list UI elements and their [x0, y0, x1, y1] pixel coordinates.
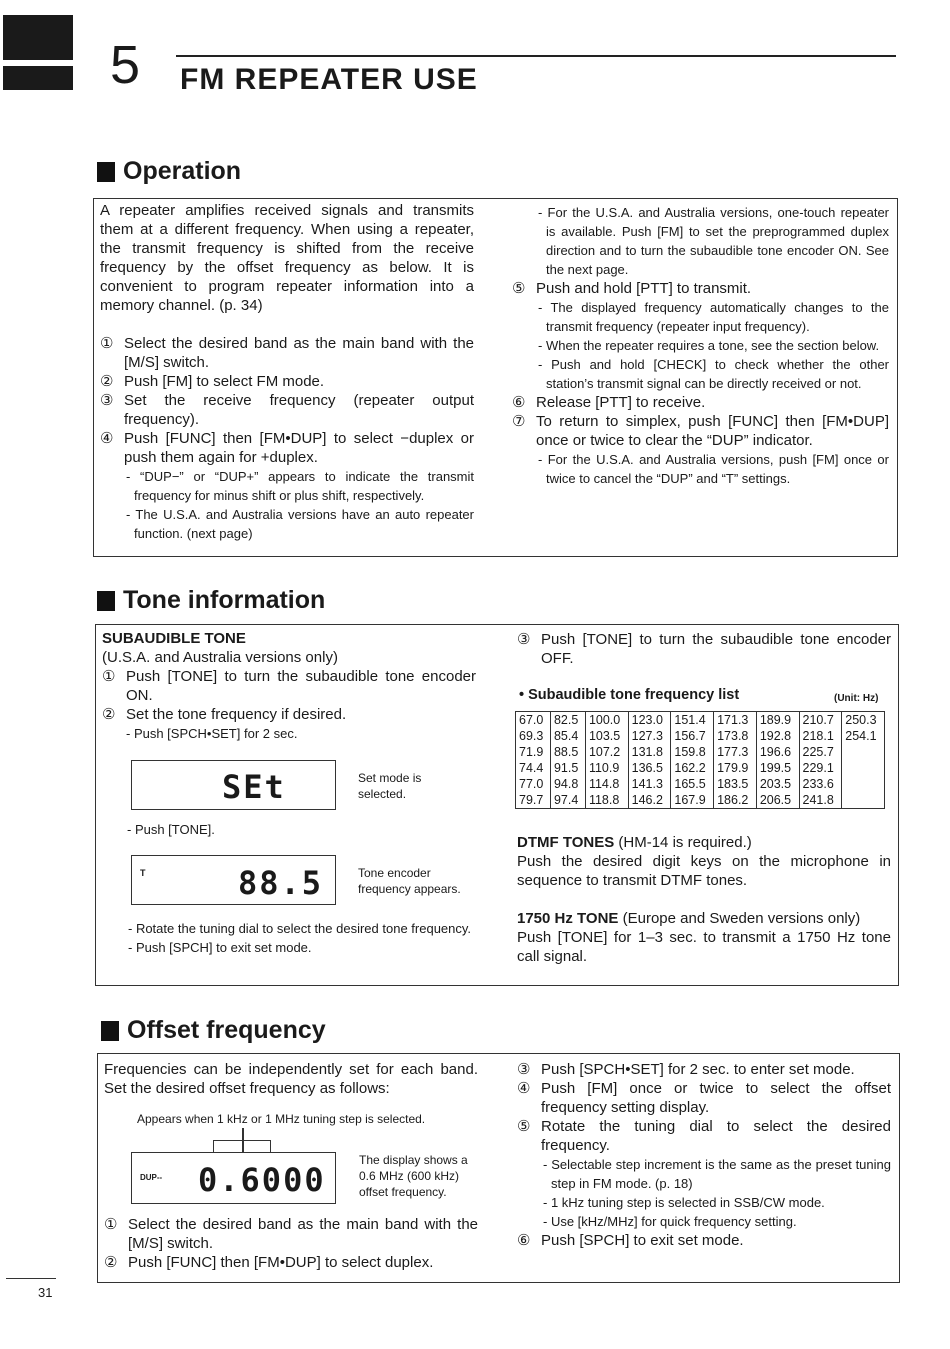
page-number: 31 [38, 1285, 53, 1300]
tone-left-column [102, 629, 476, 743]
table-row [516, 792, 885, 809]
page-number-rule [6, 1278, 56, 1279]
table-cell: 159.8 [671, 744, 714, 760]
tone-step-1: ① Push [TONE] to turn the subaudible tone encoder ON. [102, 668, 476, 704]
table-cell: 199.5 [756, 760, 799, 776]
operation-note-onetouch: - For the U.S.A. and Australia versions, one-touch repeater is available. Push [FM] to set the preprogrammed duplex direction and to turn the subaudible tone encoder ON. See the next page. [538, 205, 889, 277]
table-row [516, 776, 885, 792]
operation-note-check: - Push and hold [CHECK] to check whether the other station’s transmit signal can be directly received or not. [538, 357, 889, 391]
table-cell: 94.8 [550, 776, 585, 792]
table-cell: 114.8 [585, 776, 628, 792]
chapter-rule [176, 55, 896, 57]
section-marker [97, 162, 115, 182]
t1750-heading: 1750 Hz TONE (Europe and Sweden versions only) [517, 910, 861, 927]
operation-step-7: ⑦ To return to simplex, push [FUNC] then [FM•DUP] once or twice to clear the “DUP” indicator. [512, 413, 889, 449]
table-cell: 91.5 [550, 760, 585, 776]
table-cell [842, 776, 885, 792]
table-row [516, 728, 885, 744]
table-cell: 167.9 [671, 792, 714, 809]
lcd-offset-indicator: DUP-- [140, 1173, 163, 1182]
table-cell: 254.1 [842, 728, 885, 744]
table-cell [842, 760, 885, 776]
tone-heading [97, 586, 325, 615]
table-cell: 110.9 [585, 760, 628, 776]
table-cell: 189.9 [756, 712, 799, 729]
section-marker [101, 1021, 119, 1041]
table-cell: 97.4 [550, 792, 585, 809]
offset-note-step: - Selectable step increment is the same as the preset tuning step in FM mode. (p. 18) [543, 1157, 891, 1191]
table-cell: 250.3 [842, 712, 885, 729]
table-cell: 171.3 [714, 712, 757, 729]
table-cell: 156.7 [671, 728, 714, 744]
table-cell: 186.2 [714, 792, 757, 809]
table-cell: 85.4 [550, 728, 585, 744]
offset-step-5: ⑤ Rotate the tuning dial to select the desired frequency. [517, 1118, 891, 1154]
table-cell: 82.5 [550, 712, 585, 729]
operation-heading [97, 157, 241, 186]
operation-step-2: ② Push [FM] to select FM mode. [100, 373, 325, 390]
operation-note-cancel: - For the U.S.A. and Australia versions, push [FM] once or twice to cancel the “DUP” and “T” settings. [538, 452, 889, 486]
operation-step-4: ④ Push [FUNC] then [FM•DUP] to select −duplex or push them again for +duplex. [100, 430, 474, 466]
operation-right-column [512, 203, 889, 488]
subaudible-title: SUBAUDIBLE TONE [102, 630, 246, 647]
table-cell: 218.1 [799, 728, 842, 744]
chapter-tab-lower [3, 66, 73, 90]
tone-heading-text: Tone information [123, 586, 326, 614]
tone-right-lower [517, 833, 891, 966]
table-cell: 229.1 [799, 760, 842, 776]
tone-note-exit: - Push [SPCH] to exit set mode. [128, 940, 312, 955]
tone-frequency-table [515, 711, 885, 809]
table-cell: 233.6 [799, 776, 842, 792]
table-cell: 127.3 [628, 728, 671, 744]
offset-heading-text: Offset frequency [127, 1016, 326, 1044]
operation-note-auto: - The U.S.A. and Australia versions have an auto repeater function. (next page) [126, 507, 474, 541]
table-cell: 136.5 [628, 760, 671, 776]
offset-heading [101, 1016, 326, 1045]
table-cell: 107.2 [585, 744, 628, 760]
table-cell: 225.7 [799, 744, 842, 760]
lcd-offset-caption: The display shows a 0.6 MHz (600 kHz) offset frequency. [359, 1153, 468, 1199]
table-cell: 173.8 [714, 728, 757, 744]
table-cell: 103.5 [585, 728, 628, 744]
table-cell [842, 792, 885, 809]
table-cell: 162.2 [671, 760, 714, 776]
table-cell: 69.3 [516, 728, 551, 744]
operation-intro: A repeater amplifies received signals and transmits them at a different frequency. When using a repeater, the transmit frequency is shifted from the receive frequency by the offset frequency as below. It is convenient to program repeater information into a memory channel. (p. 34) [100, 202, 474, 314]
lcd-set-caption: Set mode is selected. [358, 771, 422, 801]
table-cell: 177.3 [714, 744, 757, 760]
operation-heading-text: Operation [123, 157, 242, 185]
table-cell: 210.7 [799, 712, 842, 729]
offset-step-1: ① Select the desired band as the main band with the [M/S] switch. [104, 1216, 478, 1252]
offset-left-steps [104, 1215, 478, 1272]
table-cell: 192.8 [756, 728, 799, 744]
lcd-set-display: SEt [222, 768, 286, 806]
table-cell: 67.0 [516, 712, 551, 729]
lcd-tone-indicator: T [140, 868, 146, 878]
tone-right-column [517, 630, 891, 668]
table-cell: 71.9 [516, 744, 551, 760]
operation-step-3: ③ Set the receive frequency (repeater output frequency). [100, 392, 474, 428]
table-cell: 165.5 [671, 776, 714, 792]
table-row [516, 760, 885, 776]
table-row [516, 744, 885, 760]
chapter-title: FM REPEATER USE [180, 63, 478, 96]
table-cell: 77.0 [516, 776, 551, 792]
operation-note-display: - The displayed frequency automatically changes to the transmit frequency (repeater input frequency). [538, 300, 889, 334]
table-cell: 241.8 [799, 792, 842, 809]
tone-step-3: ③ Push [TONE] to turn the subaudible tone encoder OFF. [517, 631, 891, 667]
table-cell: 203.5 [756, 776, 799, 792]
table-cell: 118.8 [585, 792, 628, 809]
table-cell [842, 744, 885, 760]
table-row [516, 712, 885, 729]
dtmf-heading: DTMF TONES (HM-14 is required.) [517, 834, 752, 851]
offset-step-3: ③ Push [SPCH•SET] for 2 sec. to enter set mode. [517, 1061, 855, 1078]
tone-left-notes [102, 919, 476, 957]
offset-step-6: ⑥ Push [SPCH] to exit set mode. [517, 1232, 744, 1249]
subaudible-qualifier: (U.S.A. and Australia versions only) [102, 649, 338, 666]
offset-left-column [104, 1060, 478, 1098]
tone-note-spch: - Push [SPCH•SET] for 2 sec. [126, 726, 298, 741]
lcd-tone-display: 88.5 [238, 864, 324, 902]
table-cell: 100.0 [585, 712, 628, 729]
table-cell: 141.3 [628, 776, 671, 792]
offset-right-column [517, 1060, 891, 1250]
operation-step-6: ⑥ Release [PTT] to receive. [512, 394, 706, 411]
offset-step-2: ② Push [FUNC] then [FM•DUP] to select duplex. [104, 1254, 434, 1271]
operation-note-dup: - “DUP−” or “DUP+” appears to indicate the transmit frequency for minus shift or plus shift, respectively. [126, 469, 474, 503]
lcd-tone-caption: Tone encoder frequency appears. [358, 866, 461, 896]
table-cell: 206.5 [756, 792, 799, 809]
operation-left-column [100, 201, 474, 543]
tone-list-unit: (Unit: Hz) [834, 693, 879, 704]
table-cell: 183.5 [714, 776, 757, 792]
operation-step-1: ① Select the desired band as the main band with the [M/S] switch. [100, 335, 474, 371]
chapter-tab-upper [3, 15, 73, 60]
offset-appears-note: Appears when 1 kHz or 1 MHz tuning step is selected. [137, 1112, 426, 1126]
offset-step-4: ④ Push [FM] once or twice to select the offset frequency setting display. [517, 1080, 891, 1116]
tone-step-2: ② Set the tone frequency if desired. [102, 706, 347, 723]
table-cell: 123.0 [628, 712, 671, 729]
table-cell: 74.4 [516, 760, 551, 776]
table-cell: 146.2 [628, 792, 671, 809]
dtmf-text: Push the desired digit keys on the microphone in sequence to transmit DTMF tones. [517, 853, 891, 889]
table-cell: 131.8 [628, 744, 671, 760]
table-cell: 179.9 [714, 760, 757, 776]
table-cell: 196.6 [756, 744, 799, 760]
operation-step-5: ⑤ Push and hold [PTT] to transmit. [512, 280, 752, 297]
tone-list-title: • Subaudible tone frequency list [519, 687, 740, 703]
tone-note-rotate: - Rotate the tuning dial to select the desired tone frequency. [128, 921, 472, 936]
table-cell: 151.4 [671, 712, 714, 729]
chapter-number: 5 [110, 35, 141, 95]
operation-note-tone: - When the repeater requires a tone, see the section below. [538, 338, 880, 353]
section-marker [97, 591, 115, 611]
lcd-offset-display: 0.6000 [198, 1161, 326, 1199]
offset-note-khz: - Use [kHz/MHz] for quick frequency setting. [543, 1214, 797, 1229]
offset-intro: Frequencies can be independently set for each band. Set the desired offset frequency as follows: [104, 1061, 478, 1097]
table-cell: 88.5 [550, 744, 585, 760]
offset-note-ssb: - 1 kHz tuning step is selected in SSB/CW mode. [543, 1195, 825, 1210]
tone-note-push-tone: - Push [TONE]. [127, 822, 215, 837]
t1750-text: Push [TONE] for 1–3 sec. to transmit a 1750 Hz tone call signal. [517, 929, 891, 965]
table-cell: 79.7 [516, 792, 551, 809]
